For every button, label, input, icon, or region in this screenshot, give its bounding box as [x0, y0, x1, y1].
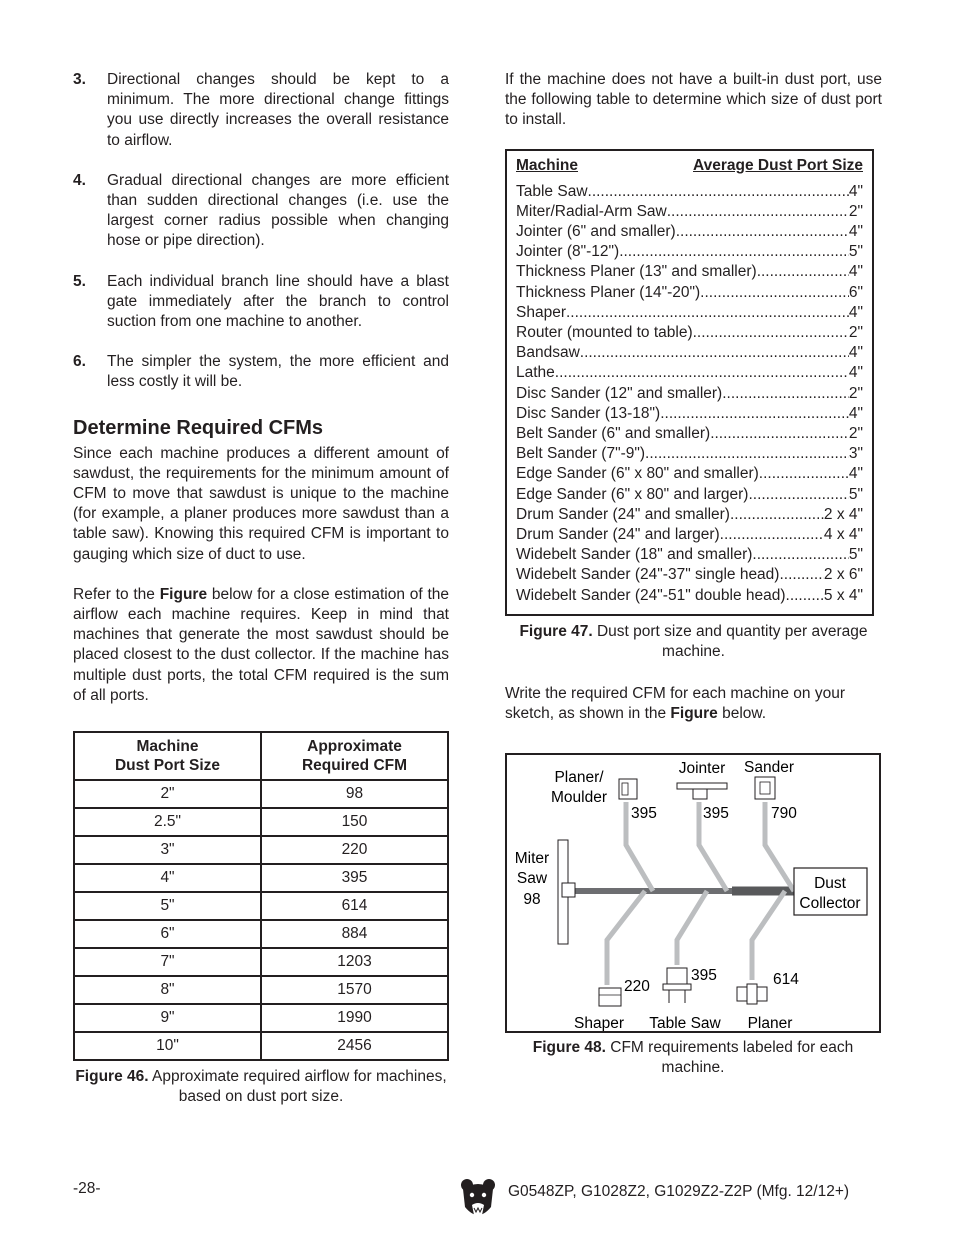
jointer-icon — [677, 783, 727, 789]
figure-label: Figure 48. — [532, 1039, 606, 1056]
cfm-cell: 395 — [261, 864, 448, 892]
port-size: 5" — [848, 243, 863, 261]
machine-name: Jointer (6" and smaller) — [516, 223, 676, 241]
table-row — [74, 948, 448, 976]
port-size-cell: 7" — [74, 948, 261, 976]
cfm-cell: 614 — [261, 892, 448, 920]
dust-table-row — [516, 525, 863, 545]
dust-table-row — [516, 424, 863, 444]
table-row — [74, 808, 448, 836]
port-size: 2 x 4" — [823, 505, 863, 523]
figure-caption-text: Dust port size and quantity per average machine. — [592, 622, 868, 661]
list-item-number: 5. — [73, 272, 86, 290]
intro-paragraph: Since each machine produces a different amount of sawdust, the requirements for the minimum amount of CFM to move that sawdust is unique to the machine (for example, a planer produces more sawdust than a table saw). Knowing this required CFM is important to gauging which size of duct to use. — [73, 444, 449, 563]
planer-detail — [747, 984, 757, 1004]
machine-name: Jointer (8"-12") — [516, 243, 620, 261]
machine-name: Widebelt Sander (18" and smaller) — [516, 546, 753, 564]
cfm-cell: 1570 — [261, 976, 448, 1004]
sander-cfm: 790 — [771, 805, 797, 822]
list-item-text: The simpler the system, the more efficient and less costly it will be. — [107, 353, 449, 391]
machine-name: Edge Sander (6" x 80" and larger) — [516, 485, 749, 503]
port-size: 4" — [848, 344, 863, 362]
dust-table-row — [516, 545, 863, 565]
figure-label: Figure 46. — [75, 1068, 149, 1086]
miter-saw-cfm: 98 — [523, 891, 541, 908]
dust-table-row — [516, 242, 863, 262]
dot-leader — [693, 323, 849, 343]
machine-name: Widebelt Sander (24"-51" double head) — [516, 586, 786, 604]
machine-name: Belt Sander (6" and smaller) — [516, 425, 711, 443]
figure-46-caption — [73, 1067, 449, 1107]
port-size: 4" — [848, 263, 863, 281]
cfm-cell: 150 — [261, 808, 448, 836]
dot-leader — [757, 262, 849, 282]
para-text-post: below for a close estimation of the airflow each machine requires. Keep in mind that machines that generate the most sawdust should be placed closest to the dust collector. If the machine has multiple dust ports, the total CFM required is the sum of all ports. — [73, 585, 450, 704]
dust-port-table — [505, 149, 874, 616]
dust-table-row — [516, 404, 863, 424]
machine-name: Lathe — [516, 364, 555, 382]
list-item-number: 3. — [73, 71, 86, 88]
dot-leader — [645, 444, 849, 464]
port-size-cell: 3" — [74, 836, 261, 864]
bear-logo-icon — [458, 1175, 498, 1223]
col-required-cfm — [261, 732, 448, 780]
dot-leader — [588, 182, 849, 202]
port-size: 6" — [848, 283, 863, 301]
dot-leader — [730, 505, 824, 525]
planer-moulder-label-1: Planer/ — [554, 769, 604, 786]
list-item — [73, 171, 449, 252]
port-size: 4" — [848, 465, 863, 483]
dust-table-row — [516, 323, 863, 343]
planer-moulder-cfm: 395 — [631, 805, 657, 822]
dot-leader — [566, 303, 849, 323]
cfm-cell: 220 — [261, 836, 448, 864]
dust-table-row — [516, 505, 863, 525]
list-item — [73, 352, 449, 392]
dust-table-row — [516, 262, 863, 282]
list-item-text: Directional changes should be kept to a minimum. The more directional change fittings you use directly increases the overall resistance to airflow. — [107, 71, 449, 149]
dot-leader — [555, 363, 849, 383]
cfm-cell: 2456 — [261, 1032, 448, 1060]
branch-planer — [752, 891, 785, 980]
dot-leader — [660, 404, 849, 424]
shaper-cfm: 220 — [624, 978, 650, 995]
machine-name: Drum Sander (24" and smaller) — [516, 505, 730, 523]
figure-caption-text: CFM requirements labeled for each machine. — [605, 1039, 854, 1077]
table-saw-label: Table Saw — [649, 1015, 721, 1031]
col-dust-port-size — [74, 732, 261, 780]
dust-table-row — [516, 202, 863, 222]
cfm-cell: 98 — [261, 780, 448, 808]
port-size: 4" — [848, 223, 863, 241]
port-size: 5 x 4" — [823, 586, 863, 604]
port-size: 4" — [848, 182, 863, 200]
figure-ref-bold: Figure — [159, 585, 208, 603]
table-row — [74, 920, 448, 948]
dot-leader — [580, 343, 849, 363]
header-machine: Machine — [516, 156, 579, 174]
dust-table-row — [516, 464, 863, 484]
branch-shaper — [607, 891, 645, 985]
branch-table-saw — [677, 891, 707, 965]
machine-name: Shaper — [516, 303, 566, 321]
dot-leader — [786, 586, 824, 606]
left-column — [73, 70, 449, 1107]
dust-table-row — [516, 222, 863, 242]
port-size: 5" — [848, 546, 863, 564]
miter-saw-icon — [562, 883, 575, 897]
table-row — [74, 780, 448, 808]
col-header-line: Machine — [136, 738, 199, 756]
table-row — [74, 836, 448, 864]
table-row — [74, 1004, 448, 1032]
list-item — [73, 272, 449, 333]
table-row — [74, 976, 448, 1004]
jointer-base — [693, 789, 707, 799]
miter-saw-label-2: Saw — [516, 870, 548, 887]
dust-table-row — [516, 565, 863, 585]
figure-48-caption — [505, 1038, 881, 1078]
header-port-size: Average Dust Port Size — [693, 156, 863, 174]
shaper-icon — [599, 988, 621, 1006]
dust-table-row — [516, 363, 863, 383]
machine-name: Belt Sander (7"-9") — [516, 445, 646, 463]
port-size: 4" — [848, 404, 863, 422]
table-saw-cfm: 395 — [691, 967, 717, 984]
machine-name: Router (mounted to table) — [516, 324, 693, 342]
dust-table-row — [516, 283, 863, 303]
planer-label: Planer — [747, 1015, 793, 1031]
miter-saw-label-1: Miter — [514, 850, 550, 867]
port-size: 2" — [848, 324, 863, 342]
dust-table-header — [516, 156, 863, 176]
machine-name: Thickness Planer (14"-20") — [516, 283, 701, 301]
table-saw-icon — [667, 968, 687, 984]
sander-label: Sander — [744, 759, 794, 776]
dust-table-row — [516, 444, 863, 464]
port-size-cell: 4" — [74, 864, 261, 892]
planer-moulder-label-2: Moulder — [551, 789, 607, 806]
dust-table-rows — [516, 182, 863, 606]
machine-name: Table Saw — [516, 182, 588, 200]
list-item — [73, 70, 449, 151]
figure-47-caption — [505, 622, 882, 662]
figure-label: Figure 47. — [519, 622, 593, 640]
dot-leader — [752, 545, 848, 565]
figure-caption-text: Approximate required airflow for machines, based on dust port size. — [148, 1068, 447, 1106]
port-size-cell: 2.5" — [74, 808, 261, 836]
jointer-label: Jointer — [678, 760, 726, 777]
machine-name: Thickness Planer (13" and smaller) — [516, 263, 757, 281]
dot-leader — [619, 242, 849, 262]
machine-name: Bandsaw — [516, 344, 580, 362]
col-header-line: Required CFM — [301, 757, 408, 775]
machine-name: Drum Sander (24" and larger) — [516, 526, 720, 544]
cfm-cell: 1990 — [261, 1004, 448, 1032]
col-header-line: Dust Port Size — [114, 757, 221, 775]
dot-leader — [720, 525, 824, 545]
list-item-number: 6. — [73, 353, 86, 371]
table-row — [74, 892, 448, 920]
cfm-sketch-paragraph — [505, 684, 882, 724]
port-size: 2 x 6" — [823, 566, 863, 584]
cfm-diagram — [505, 753, 881, 1033]
dot-leader — [700, 283, 849, 303]
shaper-label: Shaper — [574, 1015, 624, 1031]
dust-collector-label-2: Collector — [799, 895, 861, 912]
dot-leader — [759, 464, 849, 484]
port-size-cell: 9" — [74, 1004, 261, 1032]
port-size: 4" — [848, 303, 863, 321]
cfm-cell: 1203 — [261, 948, 448, 976]
machine-name: Edge Sander (6" x 80" and smaller) — [516, 465, 759, 483]
dust-table-row — [516, 343, 863, 363]
table-row — [74, 1032, 448, 1060]
port-size: 4" — [848, 364, 863, 382]
machine-name: Disc Sander (13-18") — [516, 404, 661, 422]
port-size: 5" — [848, 485, 863, 503]
dot-leader — [710, 424, 849, 444]
col-header-line: Approximate — [307, 738, 402, 756]
cfm-diagram-svg — [507, 755, 879, 1031]
table-header-row — [74, 732, 448, 780]
planer-cfm: 614 — [773, 971, 799, 988]
dot-leader — [748, 485, 848, 505]
dust-port-intro: If the machine does not have a built-in dust port, use the following table to determine which size of dust port to install. — [505, 71, 882, 129]
sander-icon — [755, 777, 775, 799]
figure-reference-paragraph — [73, 585, 449, 706]
port-size-cell: 5" — [74, 892, 261, 920]
para-text-pre: Refer to the — [73, 585, 160, 603]
machine-name: Widebelt Sander (24"-37" single head) — [516, 566, 780, 584]
dot-leader — [722, 384, 849, 404]
table-row — [74, 864, 448, 892]
para-text-post: below. — [717, 705, 767, 723]
page-number: -28- — [73, 1180, 101, 1197]
port-size: 3" — [848, 445, 863, 463]
jointer-cfm: 395 — [703, 805, 729, 822]
port-size-cell: 10" — [74, 1032, 261, 1060]
port-size-cell: 8" — [74, 976, 261, 1004]
list-item-number: 4. — [73, 171, 86, 189]
dot-leader — [779, 565, 823, 585]
dust-table-row — [516, 485, 863, 505]
dot-leader — [676, 222, 849, 242]
section-heading: Determine Required CFMs — [73, 416, 324, 439]
table-saw-top — [663, 984, 691, 990]
right-column — [505, 70, 882, 745]
port-size: 4 x 4" — [823, 526, 863, 544]
dust-table-row — [516, 182, 863, 202]
list-item-text: Each individual branch line should have a blast gate immediately after the branch to control suction from one machine to another. — [107, 272, 449, 331]
machine-name: Miter/Radial-Arm Saw — [516, 202, 667, 220]
para-text-pre: Write the required CFM for each machine on your sketch, as shown in the — [505, 685, 846, 723]
dust-table-row — [516, 586, 863, 606]
port-size: 2" — [848, 425, 863, 443]
port-size: 2" — [848, 384, 863, 402]
dust-table-row — [516, 303, 863, 323]
cfm-cell: 884 — [261, 920, 448, 948]
figure-ref-bold: Figure — [670, 705, 718, 723]
port-size: 2" — [848, 202, 863, 220]
dust-table-row — [516, 384, 863, 404]
dust-collector-label-1: Dust — [814, 875, 846, 892]
model-info: G0548ZP, G1028Z2, G1029Z2-Z2P (Mfg. 12/12+) — [508, 1183, 850, 1200]
cfm-table — [73, 731, 449, 1061]
port-size-cell: 2" — [74, 780, 261, 808]
dot-leader — [667, 202, 849, 222]
list-item-text: Gradual directional changes are more efficient than sudden directional changes (i.e. use the largest corner radius possible when changing hose or pipe direction). — [107, 171, 449, 250]
port-size-cell: 6" — [74, 920, 261, 948]
machine-name: Disc Sander (12" and smaller) — [516, 384, 723, 402]
